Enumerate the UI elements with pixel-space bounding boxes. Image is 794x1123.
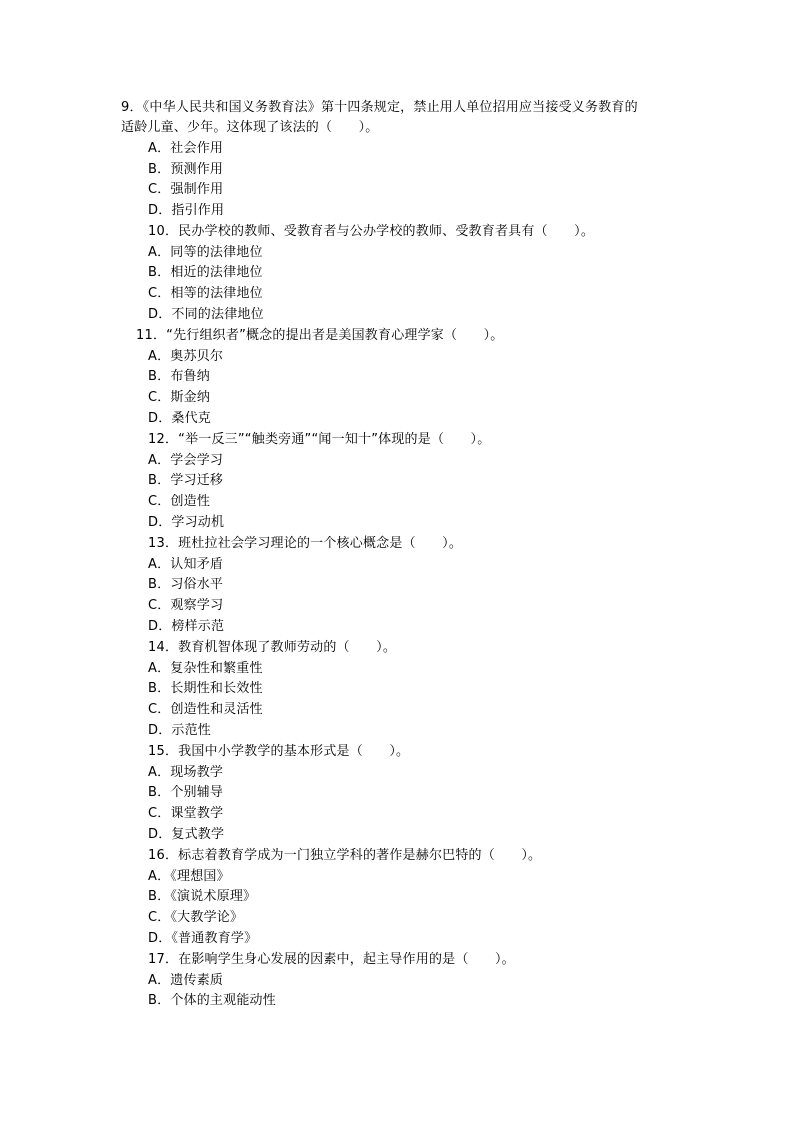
question-stem: 15．我国中小学教学的基本形式是（ ）。	[148, 744, 410, 759]
option-a: A．复杂性和繁重性	[148, 661, 263, 676]
option-c: C．斯金纳	[148, 390, 211, 405]
option-c: C．相等的法律地位	[148, 286, 263, 301]
option-a: A．奥苏贝尔	[148, 349, 224, 364]
option-d: D．学习动机	[148, 515, 225, 530]
option-b: B．个别辅导	[148, 785, 224, 800]
question-stem: 9．《中华人民共和国义务教育法》第十四条规定，禁止用人单位招用应当接受义务教育的	[121, 100, 638, 115]
option-a: A．同等的法律地位	[148, 245, 263, 260]
question-stem: 11．“先行组织者”概念的提出者是美国教育心理学家（ ）。	[136, 328, 504, 343]
option-b: B．预测作用	[148, 162, 224, 177]
question-stem: 10．民办学校的教师、受教育者与公办学校的教师、受教育者具有（ ）。	[148, 224, 595, 239]
option-d: D．复式教学	[148, 827, 225, 842]
option-a: A．社会作用	[148, 141, 224, 156]
option-d: D．榜样示范	[148, 619, 225, 634]
option-d: D．不同的法律地位	[148, 307, 264, 322]
option-c: C．观察学习	[148, 598, 224, 613]
question-stem: 适龄儿童、少年。这体现了该法的（ ）。	[121, 120, 379, 135]
question-stem: 17．在影响学生身心发展的因素中，起主导作用的是（ ）。	[148, 952, 515, 967]
option-b: B．相近的法律地位	[148, 265, 263, 280]
option-d: D．指引作用	[148, 203, 225, 218]
option-d: D．示范性	[148, 723, 212, 738]
option-b: B．学习迁移	[148, 473, 224, 488]
option-b: B．个体的主观能动性	[148, 993, 276, 1008]
option-b: B．习俗水平	[148, 577, 224, 592]
question-stem: 13．班杜拉社会学习理论的一个核心概念是（ ）。	[148, 536, 463, 551]
option-b: B．长期性和长效性	[148, 681, 263, 696]
option-a: A．《理想国》	[148, 869, 230, 884]
option-a: A．遗传素质	[148, 973, 224, 988]
option-c: C．课堂教学	[148, 806, 224, 821]
option-a: A．认知矛盾	[148, 557, 224, 572]
option-c: C．创造性	[148, 494, 211, 509]
option-c: C．《大教学论》	[148, 910, 244, 925]
question-stem: 16．标志着教育学成为一门独立学科的著作是赫尔巴特的（ ）。	[148, 848, 542, 863]
option-c: C．强制作用	[148, 182, 224, 197]
option-d: D．《普通教育学》	[148, 931, 258, 946]
option-d: D．桑代克	[148, 411, 212, 426]
option-b: B．布鲁纳	[148, 369, 210, 384]
question-stem: 12．“举一反三”“触类旁通”“闻一知十”体现的是（ ）。	[148, 432, 491, 447]
option-b: B．《演说术原理》	[148, 889, 257, 904]
option-c: C．创造性和灵活性	[148, 702, 263, 717]
option-a: A．现场教学	[148, 765, 224, 780]
question-stem: 14．教育机智体现了教师劳动的（ ）。	[148, 640, 397, 655]
option-a: A．学会学习	[148, 453, 224, 468]
